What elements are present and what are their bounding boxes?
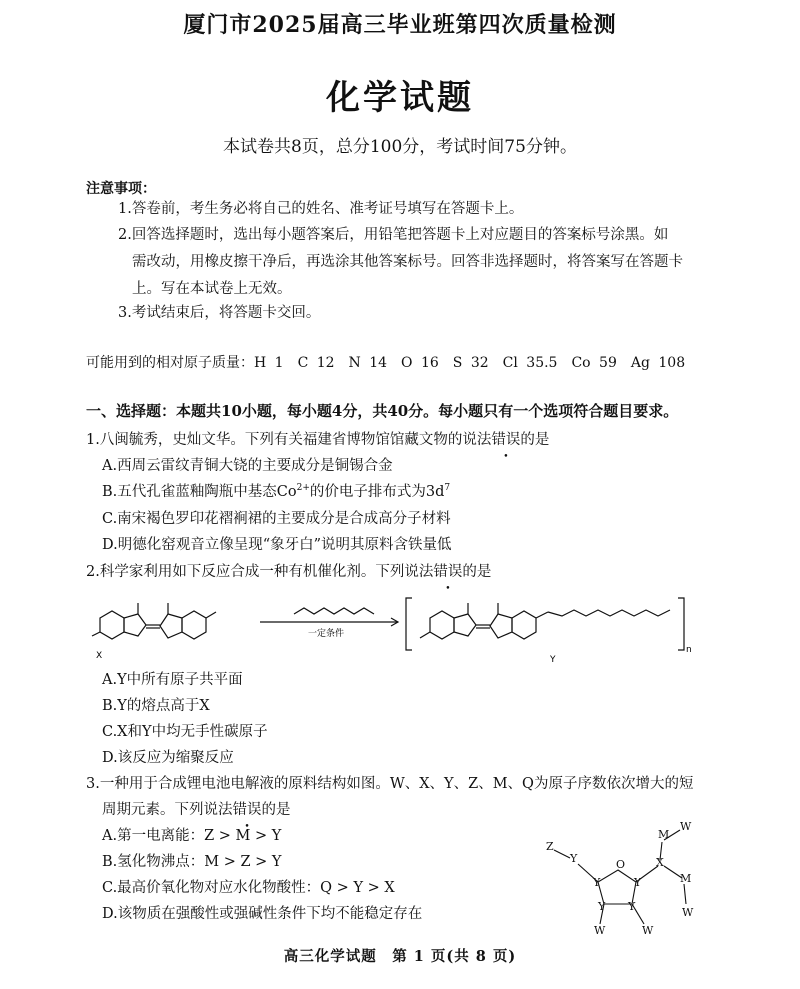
molecule-y-structure <box>420 603 670 639</box>
q3-structure-diagram <box>540 820 720 938</box>
notice-item-3: 3.考试结束后，将答题卡交回。 <box>118 305 321 321</box>
svg-text:Y: Y <box>598 900 606 913</box>
question-1-stem <box>86 428 726 449</box>
section-heading: 一、选择题：本题共10小题，每小题4分，共40分。每小题只有一个选项符合题目要求。 <box>86 402 679 420</box>
q2-option-b: B.Y的熔点高于X <box>102 698 210 714</box>
q1-option-b-text: B.五代孔雀蓝釉陶瓶中基态Co <box>102 484 297 500</box>
question-3-stem-line-2 <box>102 798 742 819</box>
svg-text:Y: Y <box>570 852 578 865</box>
svg-text:W: W <box>594 924 606 937</box>
notice-item-1: 1.答卷前，考生务必将自己的姓名、准考证号填写在答题卡上。 <box>118 201 524 217</box>
notice-item-2-line-1: 2.回答选择题时，选出每小题答案后，用铅笔把答题卡上对应题目的答案标号涂黑。如 <box>118 227 669 243</box>
q3-emphasis: 错误 <box>232 802 262 818</box>
reaction-scheme <box>82 586 722 666</box>
svg-text:Z: Z <box>546 840 554 853</box>
svg-text:Y: Y <box>634 876 642 889</box>
svg-text:M: M <box>680 872 692 885</box>
exam-header-title: 厦门市2025届高三毕业班第四次质量检测 <box>183 12 617 38</box>
svg-text:O: O <box>616 858 626 871</box>
condition-label: 一定条件 <box>308 629 345 639</box>
polymer-n-label: n <box>686 645 692 655</box>
q1-option-a: A.西周云雷纹青铜大铙的主要成分是铜锡合金 <box>102 458 393 474</box>
q3-option-a: A.第一电离能：Z > M > Y <box>102 828 282 844</box>
q3-stem-end: 的是 <box>261 802 291 818</box>
q2-emphasis: 错误 <box>433 564 463 580</box>
svg-text:X: X <box>656 856 664 869</box>
q1-option-b <box>102 480 450 501</box>
q2-option-a: A.Y中所有原子共平面 <box>102 672 243 688</box>
q1-charge: 2+ <box>296 483 310 494</box>
svg-text:W: W <box>642 924 654 937</box>
q1-emphasis: 错误 <box>491 432 521 448</box>
reactant-x-label: X <box>96 651 103 661</box>
q1-stem-end: 的是 <box>520 432 550 448</box>
svg-text:Y: Y <box>628 900 636 913</box>
molecule-x-structure <box>92 603 216 639</box>
q2-stem-text: 2.科学家利用如下反应合成一种有机催化剂。下列说法 <box>86 564 434 580</box>
notice-item-2-line-2: 需改动，用橡皮擦干净后，再选涂其他答案标号。回答非选择题时，将答案写在答题卡 <box>132 254 683 270</box>
notice-item-2 <box>118 222 708 303</box>
q1-electrons: 7 <box>444 483 451 494</box>
q3-stem-text: 周期元素。下列说法 <box>102 802 233 818</box>
q2-option-d: D.该反应为缩聚反应 <box>102 750 234 766</box>
svg-text:W: W <box>680 820 692 833</box>
q2-option-c: C.X和Y中均无手性碳原子 <box>102 724 268 740</box>
q2-stem-end: 的是 <box>462 564 492 580</box>
exam-info: 本试卷共8页，总分100分，考试时间75分钟。 <box>223 137 577 157</box>
notice-item-2-line-3: 上。写在本试卷上无效。 <box>132 281 292 297</box>
product-y-label: Y <box>550 655 556 665</box>
q3-option-d: D.该物质在强酸性或强碱性条件下均不能稳定存在 <box>102 906 423 922</box>
notice-heading: 注意事项： <box>86 181 156 197</box>
svg-text:W: W <box>682 906 694 919</box>
exam-subject-title: 化学试题 <box>326 78 474 118</box>
svg-text:M: M <box>658 828 670 841</box>
q1-option-b-mid: 的价电子排布式为3d <box>309 484 445 500</box>
question-2-stem <box>86 560 726 581</box>
q1-option-c: C.南宋褐色罗印花褶裥裙的主要成分是合成高分子材料 <box>102 511 451 527</box>
q3-option-b: B.氢化物沸点：M > Z > Y <box>102 854 282 870</box>
q1-stem-text: 1.八闽毓秀，史灿文华。下列有关福建省博物馆馆藏文物的说法 <box>86 432 492 448</box>
question-3-stem-line-1: 3.一种用于合成锂电池电解液的原料结构如图。W、X、Y、Z、M、Q为原子序数依次增大的短 <box>86 776 694 792</box>
page-footer: 高三化学试题 第 1 页(共 8 页) <box>283 948 517 965</box>
svg-text:Y: Y <box>593 876 601 889</box>
q3-option-c: C.最高价氧化物对应水化物酸性：Q > Y > X <box>102 880 395 896</box>
atomic-masses: 可能用到的相对原子质量：H 1 C 12 N 14 O 16 S 32 Cl 35.5 Co 59 Ag 108 <box>86 355 686 371</box>
q1-option-d: D.明德化窑观音立像呈现“象牙白”说明其原料含铁量低 <box>102 537 452 553</box>
